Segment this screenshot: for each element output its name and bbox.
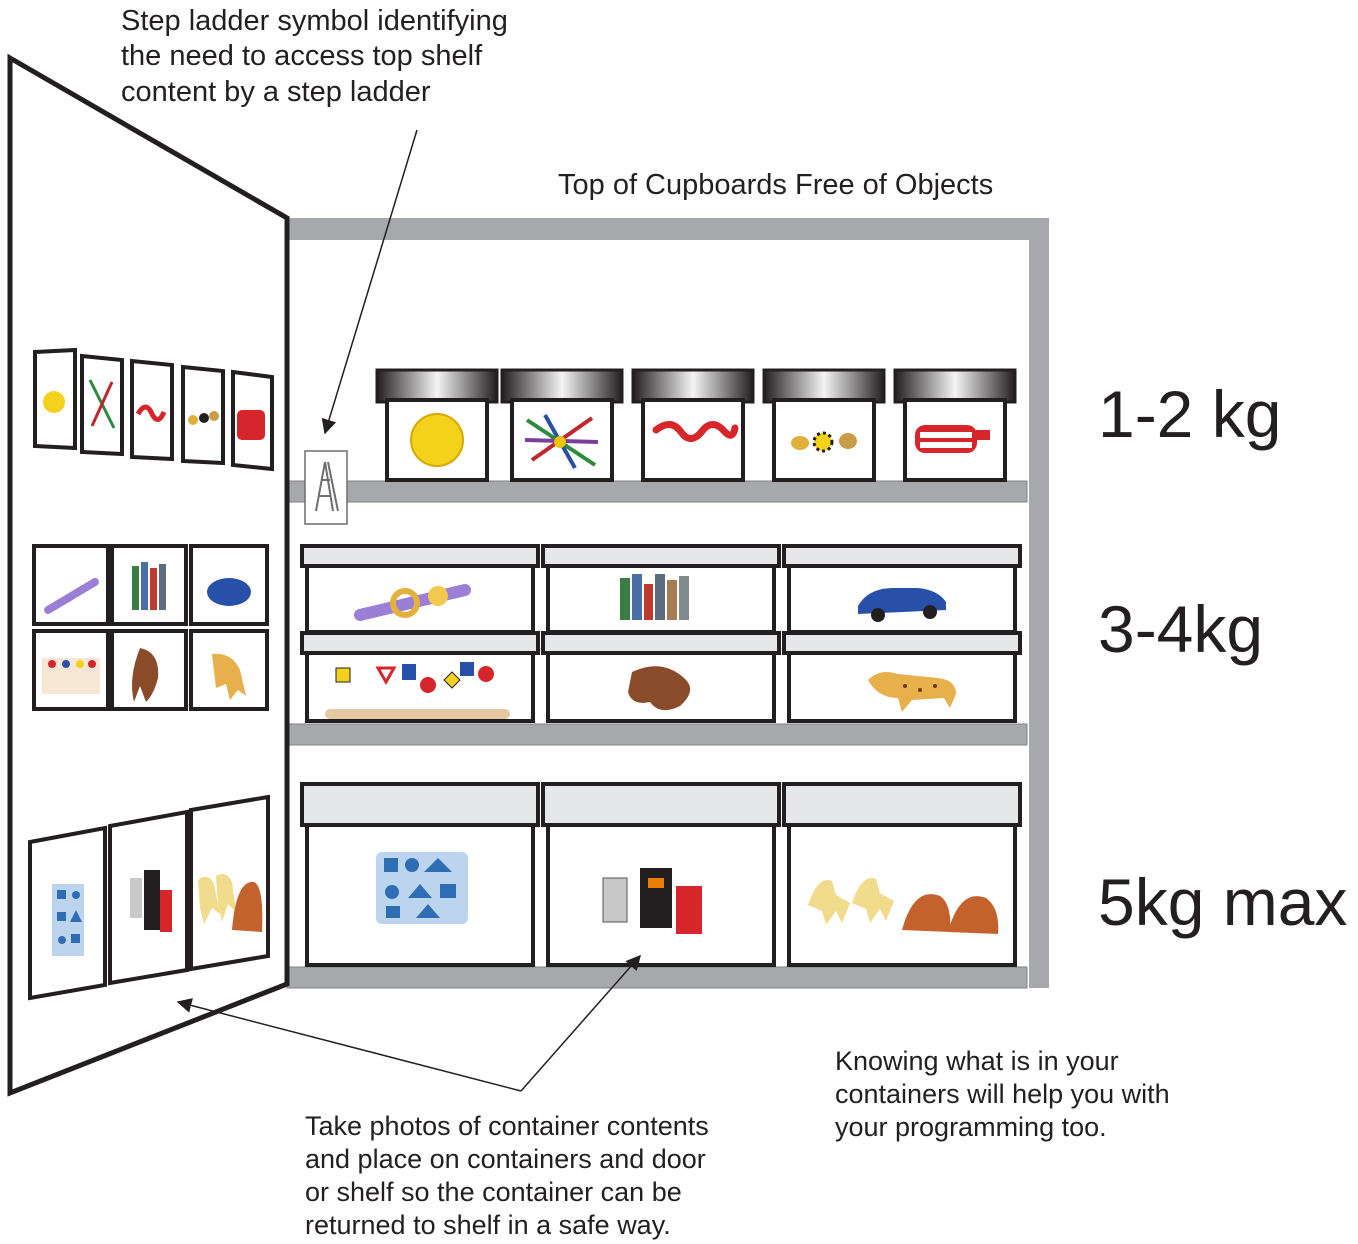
container-lid (895, 370, 1015, 402)
door-photo-ball-icon (43, 391, 65, 413)
door-photo-teeth-icon (237, 410, 265, 440)
spiky-ball-icon (411, 414, 463, 466)
door-photo-shape-sorter-icon (52, 884, 84, 956)
shape-sorter-icon (376, 852, 468, 924)
container-lid (543, 784, 779, 825)
container-lid (784, 784, 1020, 825)
weight-label-bottom: 5kg max (1098, 865, 1348, 939)
container-lid (633, 370, 753, 402)
cupboard-right-side (1029, 218, 1049, 988)
weight-label-middle: 3-4kg (1098, 592, 1264, 666)
knowing-annotation: Knowing what is in your containers will help you with your programming too. (835, 1046, 1170, 1142)
arrow-to-door-photos (178, 1002, 521, 1091)
container-lid (543, 633, 779, 653)
container-lid (377, 370, 497, 402)
container-lid (302, 546, 538, 566)
top-of-cupboards-annotation: Top of Cupboards Free of Objects (558, 169, 994, 201)
step-ladder-symbol (305, 451, 347, 524)
step-ladder-annotation: Step ladder symbol identifying the need to access top shelf content by a step ladder (121, 5, 508, 108)
weight-label-top: 1-2 kg (1098, 377, 1282, 451)
container-lid (764, 370, 884, 402)
bottom-shelf-containers (302, 784, 1020, 965)
container-lid (784, 546, 1020, 566)
take-photos-annotation: Take photos of container contents and place on containers and door or shelf so the container can be returned to shelf in a safe way. (305, 1111, 709, 1240)
container-lid (302, 633, 538, 653)
shelf-bottom (287, 967, 1027, 988)
middle-shelf-containers (302, 546, 1020, 721)
container-lid (302, 784, 538, 825)
door-photo-signs-icon (42, 658, 100, 694)
cupboard-door (10, 58, 287, 1093)
container-lid (502, 370, 622, 402)
container-lid (543, 546, 779, 566)
top-shelf-containers (377, 370, 1015, 480)
cupboard-top-panel (287, 218, 1049, 240)
container-lid (784, 633, 1020, 653)
door-photo-car-icon (207, 578, 251, 606)
shelf-top (287, 481, 1027, 502)
shelf-middle (287, 724, 1027, 745)
